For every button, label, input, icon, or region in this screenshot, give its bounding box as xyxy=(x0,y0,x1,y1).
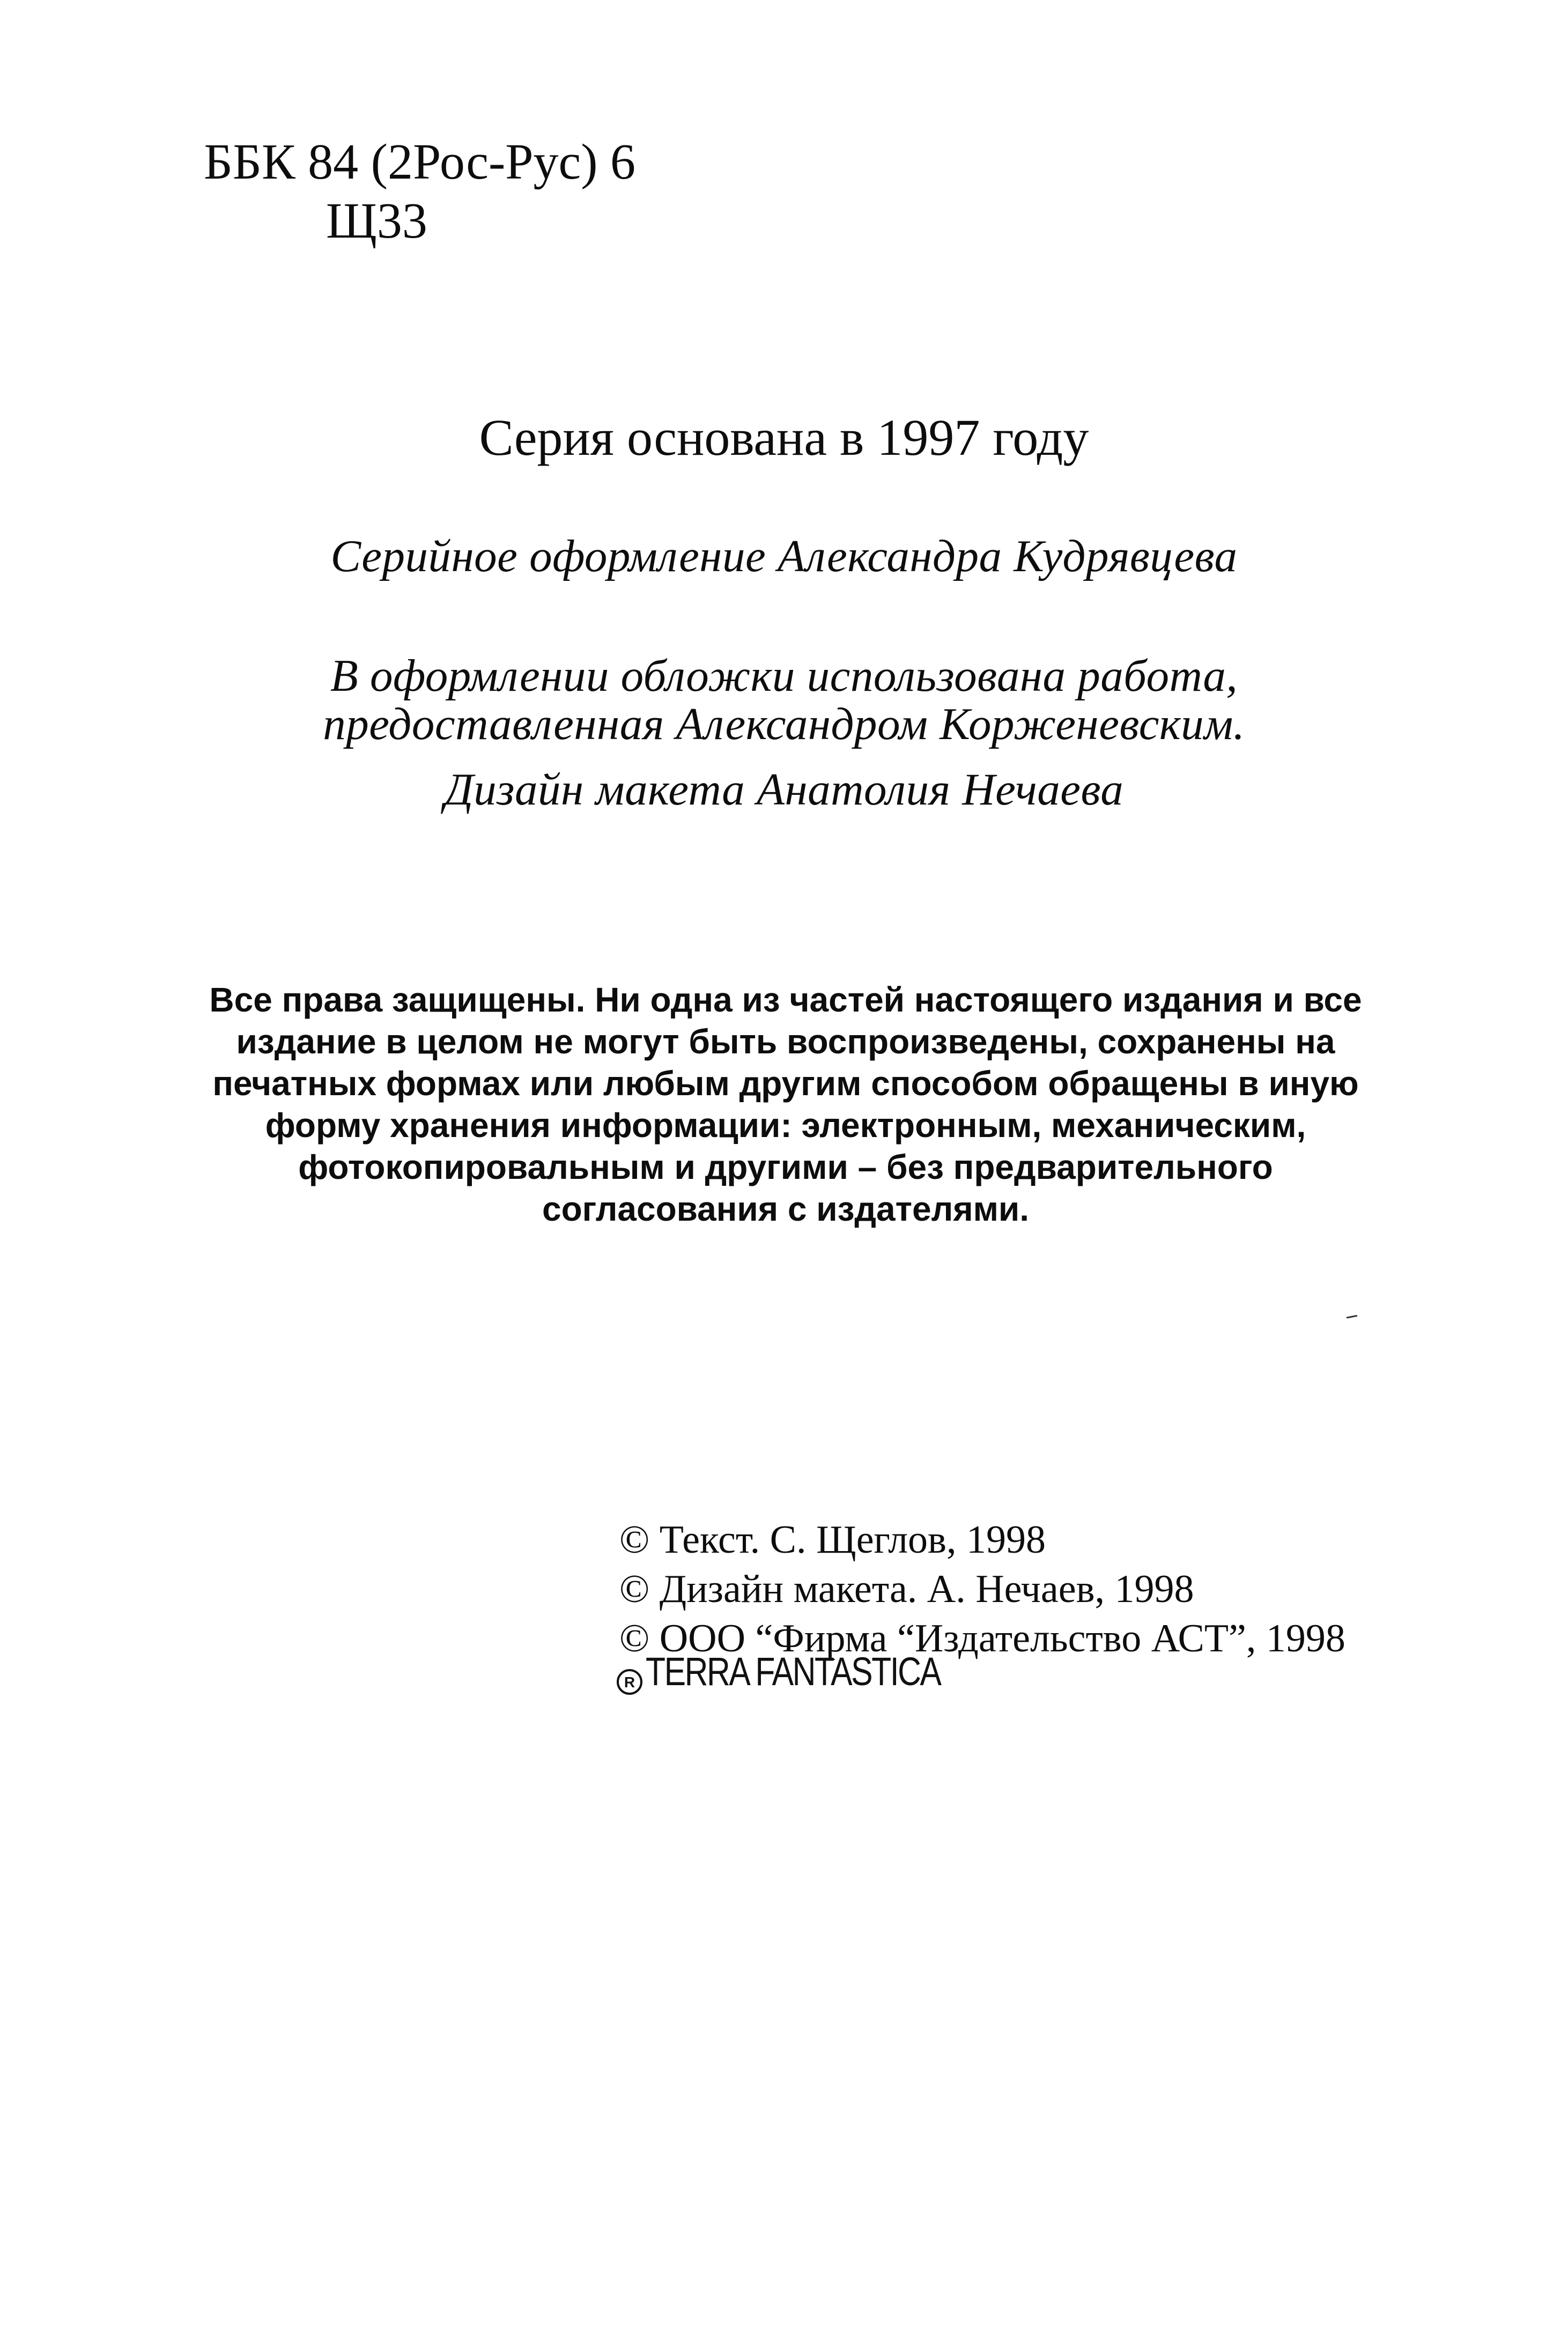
bbk-code: ББК 84 (2Рос-Рус) 6 xyxy=(204,134,636,190)
rights-notice-line: фотокопировальным и другими – без предварительного xyxy=(298,1148,1273,1186)
series-founded-note: Серия основана в 1997 году xyxy=(479,409,1089,466)
cover-credit-line: предоставленная Александром Корженевским. xyxy=(323,699,1245,749)
cover-credit-line: В оформлении обложки использована работа, xyxy=(330,651,1238,701)
rights-notice-line: издание в целом не могут быть воспроизведены, сохранены на xyxy=(236,1022,1335,1061)
author-mark: Щ33 xyxy=(326,193,427,249)
copyright-line: © Текст. С. Щеглов, 1998 xyxy=(619,1518,1046,1562)
copyright-line: © Дизайн макета. А. Нечаев, 1998 xyxy=(619,1567,1194,1611)
publisher-logo xyxy=(616,1649,1005,1694)
registered-trademark-icon xyxy=(616,1668,644,1696)
svg-text:R: R xyxy=(624,1674,635,1691)
rights-notice-line: Все права защищены. Ни одна из частей настоящего издания и все xyxy=(209,980,1362,1019)
layout-design-credit: Дизайн макета Анатолия Нечаева xyxy=(444,764,1124,815)
rights-notice-line: согласования с издателями. xyxy=(542,1190,1030,1228)
publisher-name: TERRA FANTASTICA xyxy=(646,1649,941,1694)
copyright-block xyxy=(619,1515,1345,1663)
series-design-credit: Серийное оформление Александра Кудрявцева xyxy=(330,531,1238,581)
rights-notice-line: печатных формах или любым другим способом обращены в иную xyxy=(212,1064,1359,1103)
scan-speck xyxy=(1346,1315,1358,1318)
rights-notice xyxy=(198,979,1373,1230)
copyright-line: © ООО “Фирма “Издательство АСТ”, 1998 xyxy=(619,1617,1345,1660)
rights-notice-line: форму хранения информации: электронным, механическим, xyxy=(265,1106,1306,1145)
